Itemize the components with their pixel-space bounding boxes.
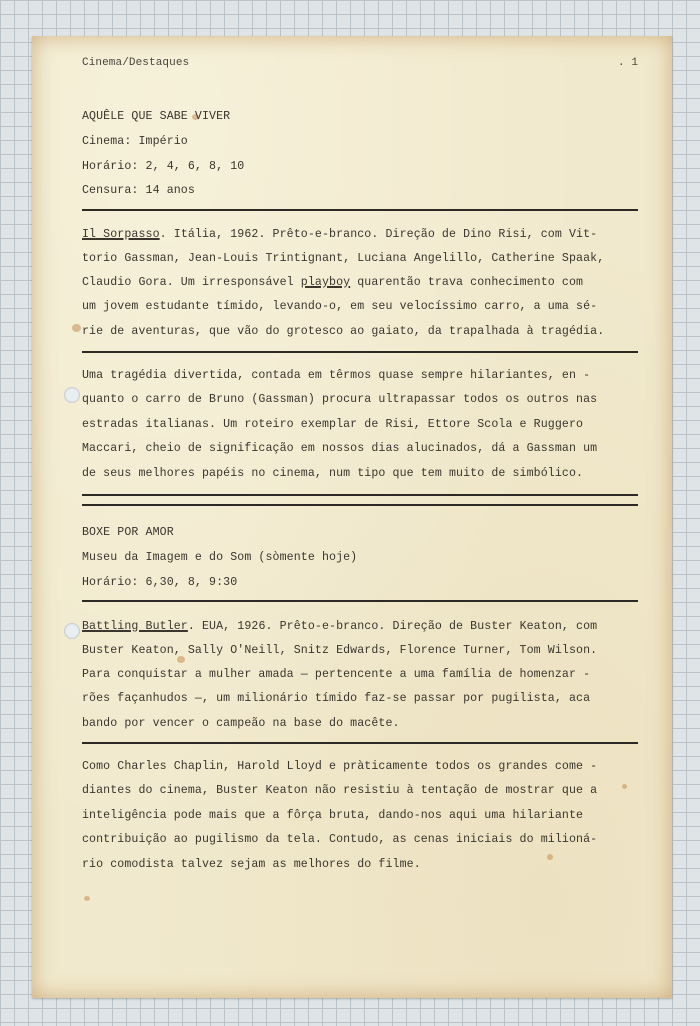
film2-venue: Museu da Imagem e do Som (sòmente hoje) xyxy=(82,551,358,564)
divider xyxy=(82,351,638,353)
divider xyxy=(82,742,638,744)
film1-review-line: Uma tragédia divertida, contada em têrmos quase sempre hilariantes, en - xyxy=(82,369,591,382)
divider xyxy=(82,494,638,496)
film1-synopsis-line xyxy=(82,276,583,290)
punch-hole xyxy=(64,387,80,403)
film1-schedule: Horário: 2, 4, 6, 8, 10 xyxy=(82,160,245,173)
divider xyxy=(82,600,638,602)
film1-synopsis-text: quarentão trava conhecimento com xyxy=(350,276,584,289)
film2-title: BOXE POR AMOR xyxy=(82,526,174,539)
film1-review-line: Maccari, cheio de significação em nossos dias alucinados, dá a Gassman um xyxy=(82,442,598,455)
film2-synopsis-text: . EUA, 1926. Prêto-e-branco. Direção de Buster Keaton, com xyxy=(187,620,598,633)
film2-synopsis-line: Para conquistar a mulher amada — pertencente a uma família de homenzar - xyxy=(82,668,591,681)
film1-review-line: quanto o carro de Bruno (Gassman) procura ultrapassar todos os outros nas xyxy=(82,393,598,406)
film2-review-line: inteligência pode mais que a fôrça bruta, dando-nos aqui uma hilariante xyxy=(82,809,584,822)
film2-synopsis-line: rões façanhudos —, um milionário tímido faz-se passar por pugilista, aca xyxy=(82,692,591,705)
film1-synopsis-text: Claudio Gora. Um irresponsável xyxy=(82,276,301,289)
film2-review-line: rio comodista talvez sejam as melhores do filme. xyxy=(82,858,421,871)
punch-hole xyxy=(64,623,80,639)
film2-synopsis-line: Buster Keaton, Sally O'Neill, Snitz Edwards, Florence Turner, Tom Wilson. xyxy=(82,644,598,657)
page-number: . 1 xyxy=(618,57,639,69)
stain xyxy=(72,324,81,332)
film2-review-line: contribuição ao pugilismo da tela. Contudo, as cenas iniciais do milioná- xyxy=(82,833,598,846)
film1-synopsis-line xyxy=(82,228,597,242)
film1-review-line: estradas italianas. Um roteiro exemplar de Risi, Ettore Scola e Ruggero xyxy=(82,418,584,431)
film1-synopsis-line: torio Gassman, Jean-Louis Trintignant, Luciana Angelillo, Catherine Spaak, xyxy=(82,252,605,265)
film1-synopsis-text: . Itália, 1962. Prêto-e-branco. Direção de Dino Risi, com Vit- xyxy=(159,228,598,241)
film2-review-line: diantes do cinema, Buster Keaton não resistiu à tentação de mostrar que a xyxy=(82,784,598,797)
film2-schedule: Horário: 6,30, 8, 9:30 xyxy=(82,576,238,589)
film1-synopsis-line: um jovem estudante tímido, levando-o, em seu velocíssimo carro, a uma sé- xyxy=(82,300,598,313)
stain xyxy=(547,854,553,860)
film1-original-title: Il Sorpasso xyxy=(82,228,160,241)
film2-synopsis-line xyxy=(82,620,597,634)
stain xyxy=(84,896,90,901)
film1-review-line: de seus melhores papéis no cinema, num tipo que tem muito de simbólico. xyxy=(82,467,584,480)
film2-synopsis-line: bando por vencer o campeão na base do macête. xyxy=(82,717,400,730)
divider xyxy=(82,504,638,506)
film2-original-title: Battling Butler xyxy=(82,620,188,633)
stain xyxy=(622,784,627,789)
film1-cinema: Cinema: Império xyxy=(82,135,188,148)
film1-title: AQUÊLE QUE SABE VIVER xyxy=(82,110,231,123)
section-header: Cinema/Destaques xyxy=(82,57,190,69)
film1-rating: Censura: 14 anos xyxy=(82,184,195,197)
film2-review-line: Como Charles Chaplin, Harold Lloyd e pràticamente todos os grandes come - xyxy=(82,760,598,773)
film1-emphasis: playboy xyxy=(300,276,351,289)
film1-synopsis-line: rie de aventuras, que vão do grotesco ao gaiato, da trapalhada à tragédia. xyxy=(82,325,605,338)
divider xyxy=(82,209,638,211)
typewritten-page xyxy=(32,36,672,998)
